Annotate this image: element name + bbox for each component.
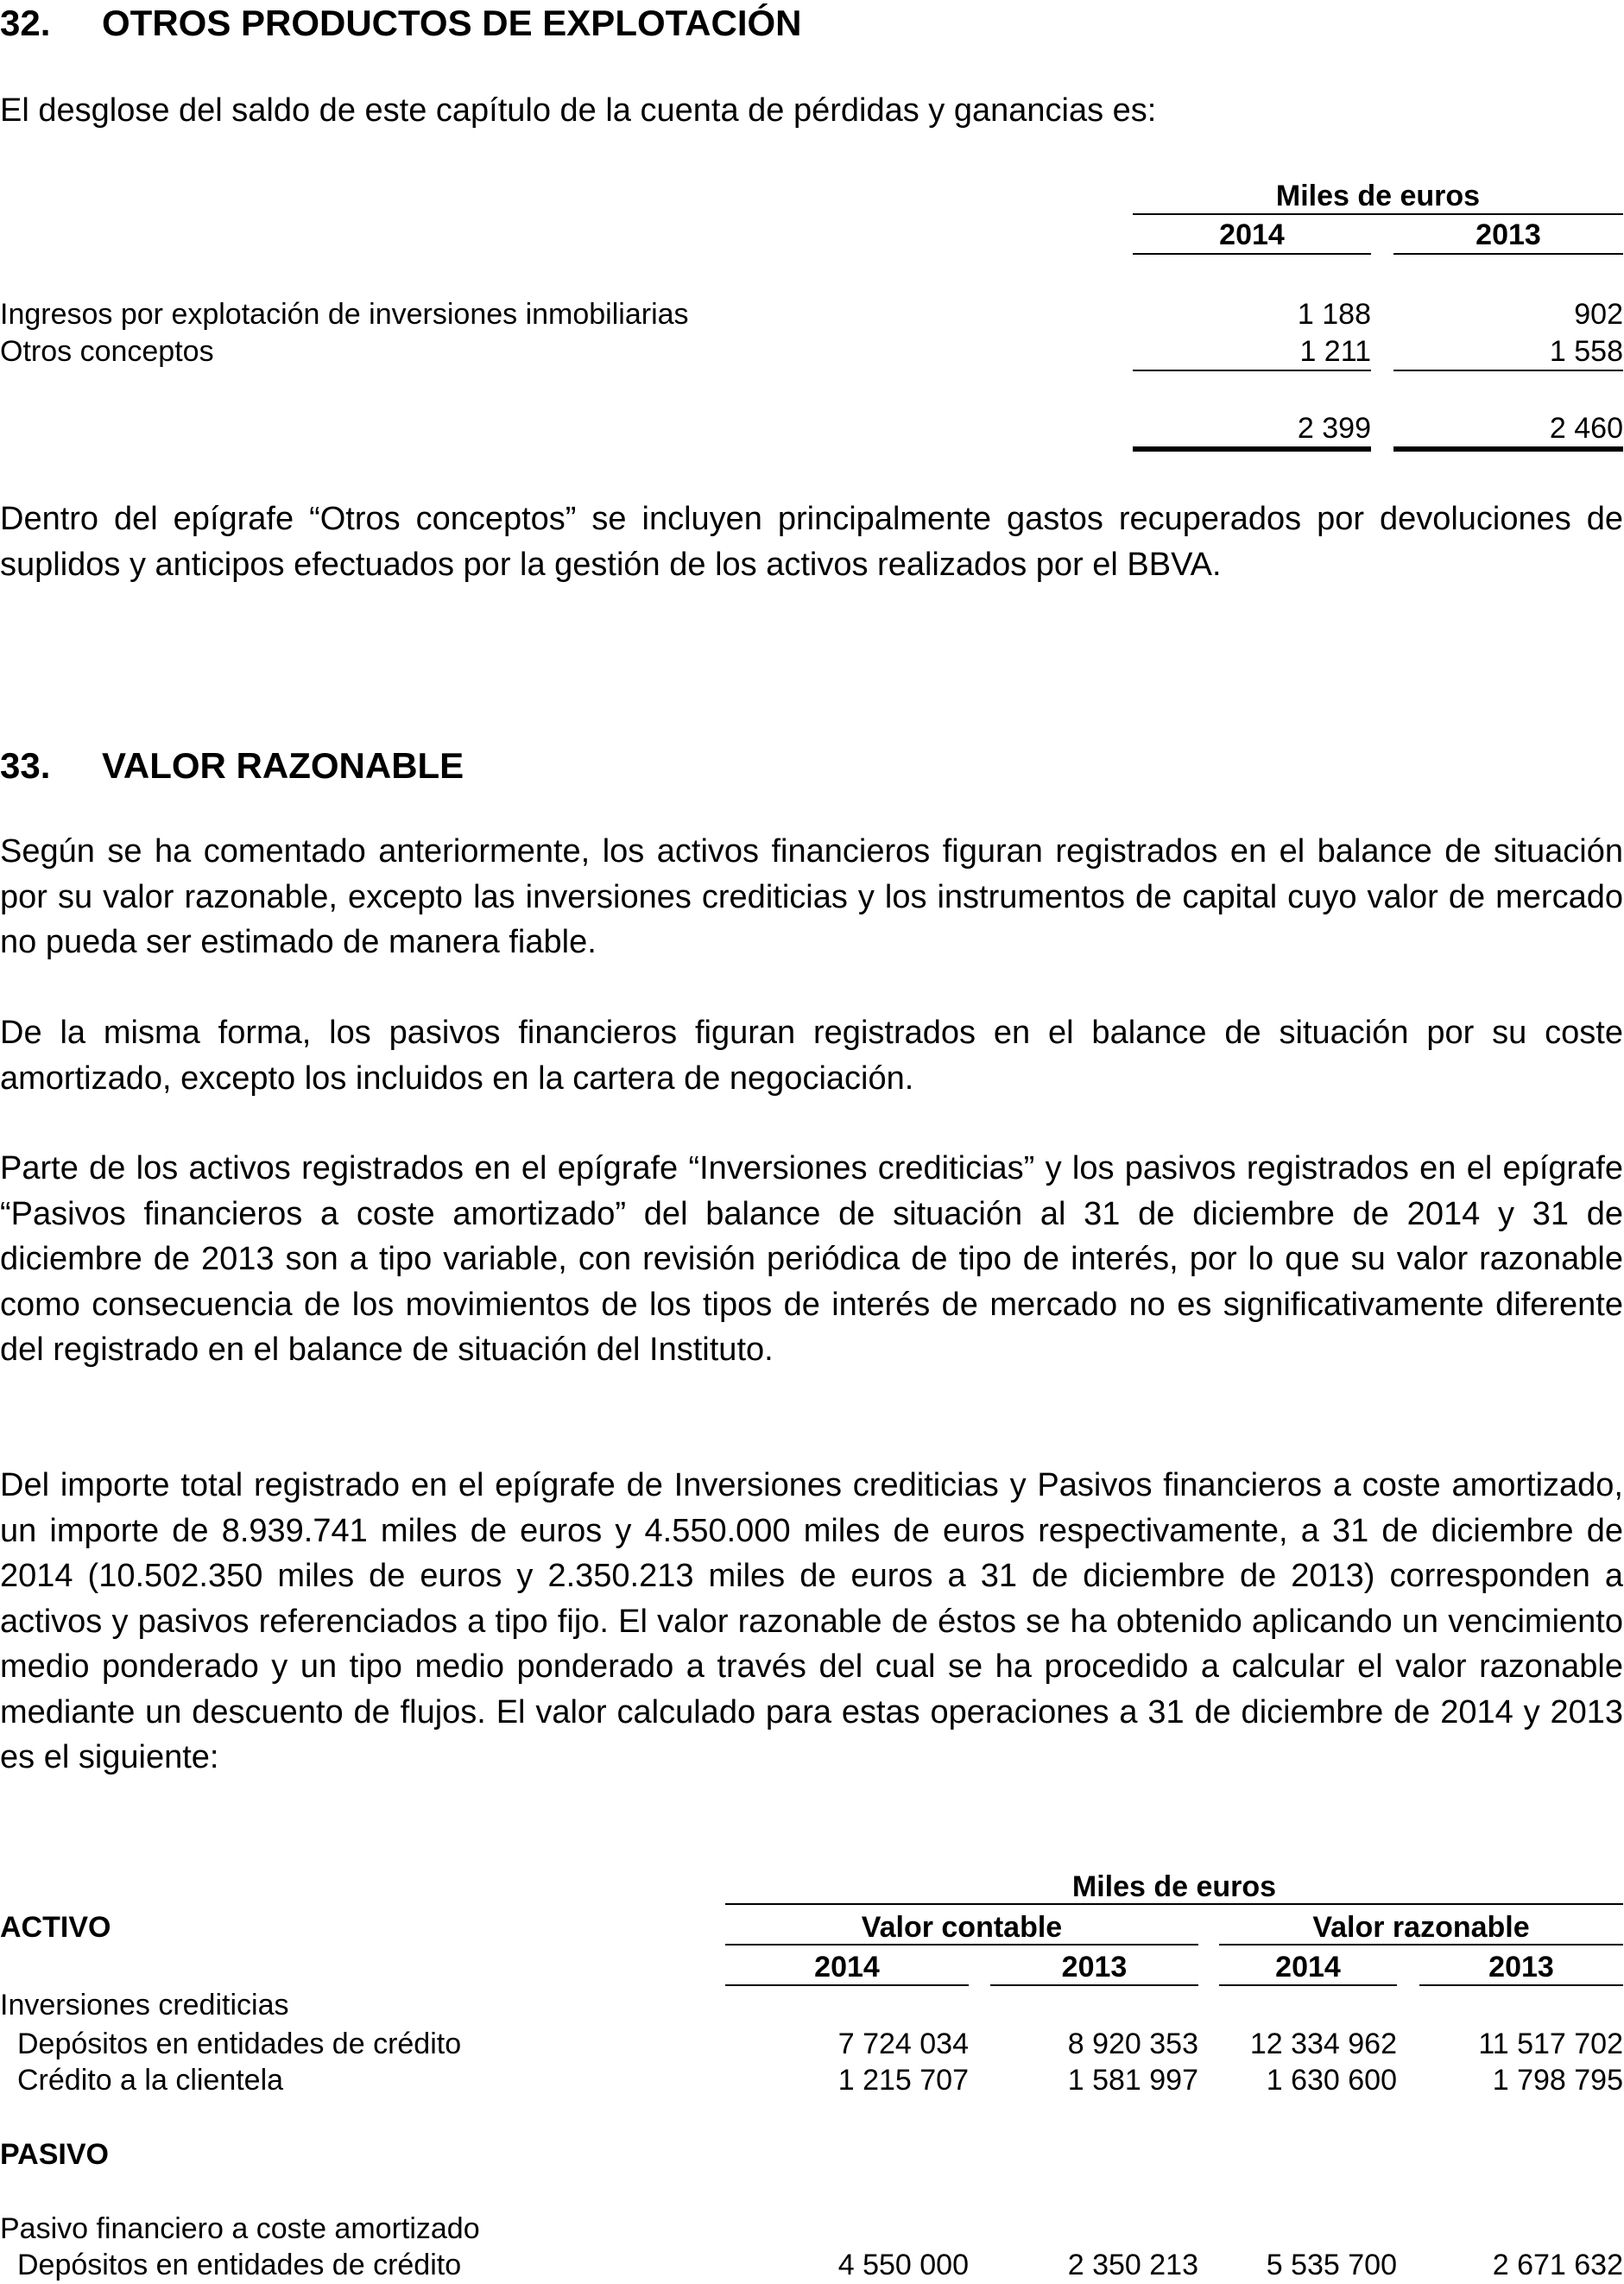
cell-value: 12 334 962 [1249,2028,1397,2060]
pasivo-label: PASIVO [0,2138,109,2171]
row-label: Depósitos en entidades de crédito [17,2028,462,2060]
cell-value: 7 724 034 [837,2028,969,2060]
note-paragraph: Dentro del epígrafe “Otros conceptos” se incluyen principalmente gastos recuperados por devoluciones de suplidos y anticipos efectuados por la gestión de los activos realizados por el BBVA. [0,501,1623,583]
group-header: Valor contable [861,1911,1063,1944]
cell-value: 1 188 [1297,298,1371,331]
section-number: 32. [0,3,51,43]
section-title: OTROS PRODUCTOS DE EXPLOTACIÓN [102,3,802,43]
year-rule [990,1984,1198,1986]
year-header: 2013 [1061,1951,1128,1983]
section-33-heading [0,745,464,786]
unit-header: Miles de euros [1275,180,1481,212]
header-rule [1133,213,1623,215]
cell-value: 8 920 353 [1067,2028,1198,2060]
year-header: 2014 [814,1951,880,1983]
group-label: Pasivo financiero a coste amortizado [0,2212,480,2245]
year-rule [1219,1984,1397,1986]
paragraph: Parte de los activos registrados en el epígrafe “Inversiones crediticias” y los pasivos registrados en el epígrafe “Pasivos financieros a coste amortizado” del balance de situación al 31 de diciembre de 2014 y 31 de diciembre de 2013 son a tipo variable, con revisión periódica de tipo de interés, por lo que su valor razonable como consecuencia de los movimientos de los tipos de interés de mercado no es significativamente diferente del registrado en el balance de situación del Instituto. [0,1150,1623,1368]
total-rule-2013 [1393,446,1623,452]
year-header-2014: 2014 [1219,218,1285,251]
group-header: Valor razonable [1312,1911,1530,1944]
cell-value: 1 211 [1299,335,1371,368]
total-rule-2014 [1133,446,1371,452]
paragraph: De la misma forma, los pasivos financieros figuran registrados en el balance de situación por su coste amortizado, excepto los incluidos en la cartera de negociación. [0,1015,1623,1097]
paragraph: Según se ha comentado anteriormente, los activos financieros figuran registrados en el balance de situación por su valor razonable, excepto las inversiones crediticias y los instrumentos de capital cuyo valor de mercado no pueda ser estimado de manera fiable. [0,833,1623,960]
year-header: 2014 [1275,1951,1341,1983]
row-label: Otros conceptos [0,335,214,368]
cell-value: 1 215 707 [837,2064,969,2097]
cell-value: 1 558 [1549,335,1623,368]
cell-value: 1 581 997 [1067,2064,1198,2097]
group-rule [725,1944,1198,1946]
year-rule-2013 [1393,253,1623,255]
group-rule [1219,1944,1623,1946]
year-rule-2014 [1133,253,1371,255]
cell-value: 2 350 213 [1067,2249,1198,2281]
cell-value: 11 517 702 [1478,2028,1623,2060]
row-label: Depósitos en entidades de crédito [17,2249,462,2281]
year-rule [1419,1984,1623,1986]
unit-header: Miles de euros [1071,1870,1277,1903]
year-rule [725,1984,969,1986]
section-title: VALOR RAZONABLE [102,745,464,786]
section-number: 33. [0,745,51,786]
cell-value: 1 798 795 [1492,2064,1623,2097]
cell-value: 4 550 000 [837,2249,969,2281]
year-header: 2013 [1488,1951,1554,1983]
cell-value: 2 671 632 [1492,2249,1623,2281]
intro-paragraph: El desglose del saldo de este capítulo de la cuenta de pérdidas y ganancias es: [0,92,1157,129]
subtotal-rule-2013 [1393,370,1623,371]
row-label: Crédito a la clientela [17,2064,284,2097]
group-label: Inversiones crediticias [0,1989,289,2021]
total-value: 2 460 [1549,412,1623,445]
paragraph: Del importe total registrado en el epígrafe de Inversiones crediticias y Pasivos financieros a coste amortizado, un importe de 8.939.741 miles de euros y 4.550.000 miles de euros respectivamente, a 31 de diciembre de 2014 (10.502.350 miles de euros y 2.350.213 miles de euros a 31 de diciembre de 2013) corresponden a activos y pasivos referenciados a tipo fijo. El valor razonable de éstos se ha obtenido aplicando un vencimiento medio ponderado y un tipo medio ponderado a través del cual se ha procedido a calcular el valor razonable mediante un descuento de flujos. El valor calculado para estas operaciones a 31 de diciembre de 2014 y 2013 es el siguiente: [0,1467,1623,1775]
activo-label: ACTIVO [0,1911,111,1944]
cell-value: 5 535 700 [1266,2249,1397,2281]
cell-value: 902 [1574,298,1623,331]
year-header-2013: 2013 [1476,218,1541,251]
row-label: Ingresos por explotación de inversiones inmobiliarias [0,298,689,331]
total-value: 2 399 [1297,412,1371,445]
header-rule [725,1903,1623,1905]
cell-value: 1 630 600 [1266,2064,1397,2097]
section-32-heading [0,5,802,41]
subtotal-rule-2014 [1133,370,1371,371]
